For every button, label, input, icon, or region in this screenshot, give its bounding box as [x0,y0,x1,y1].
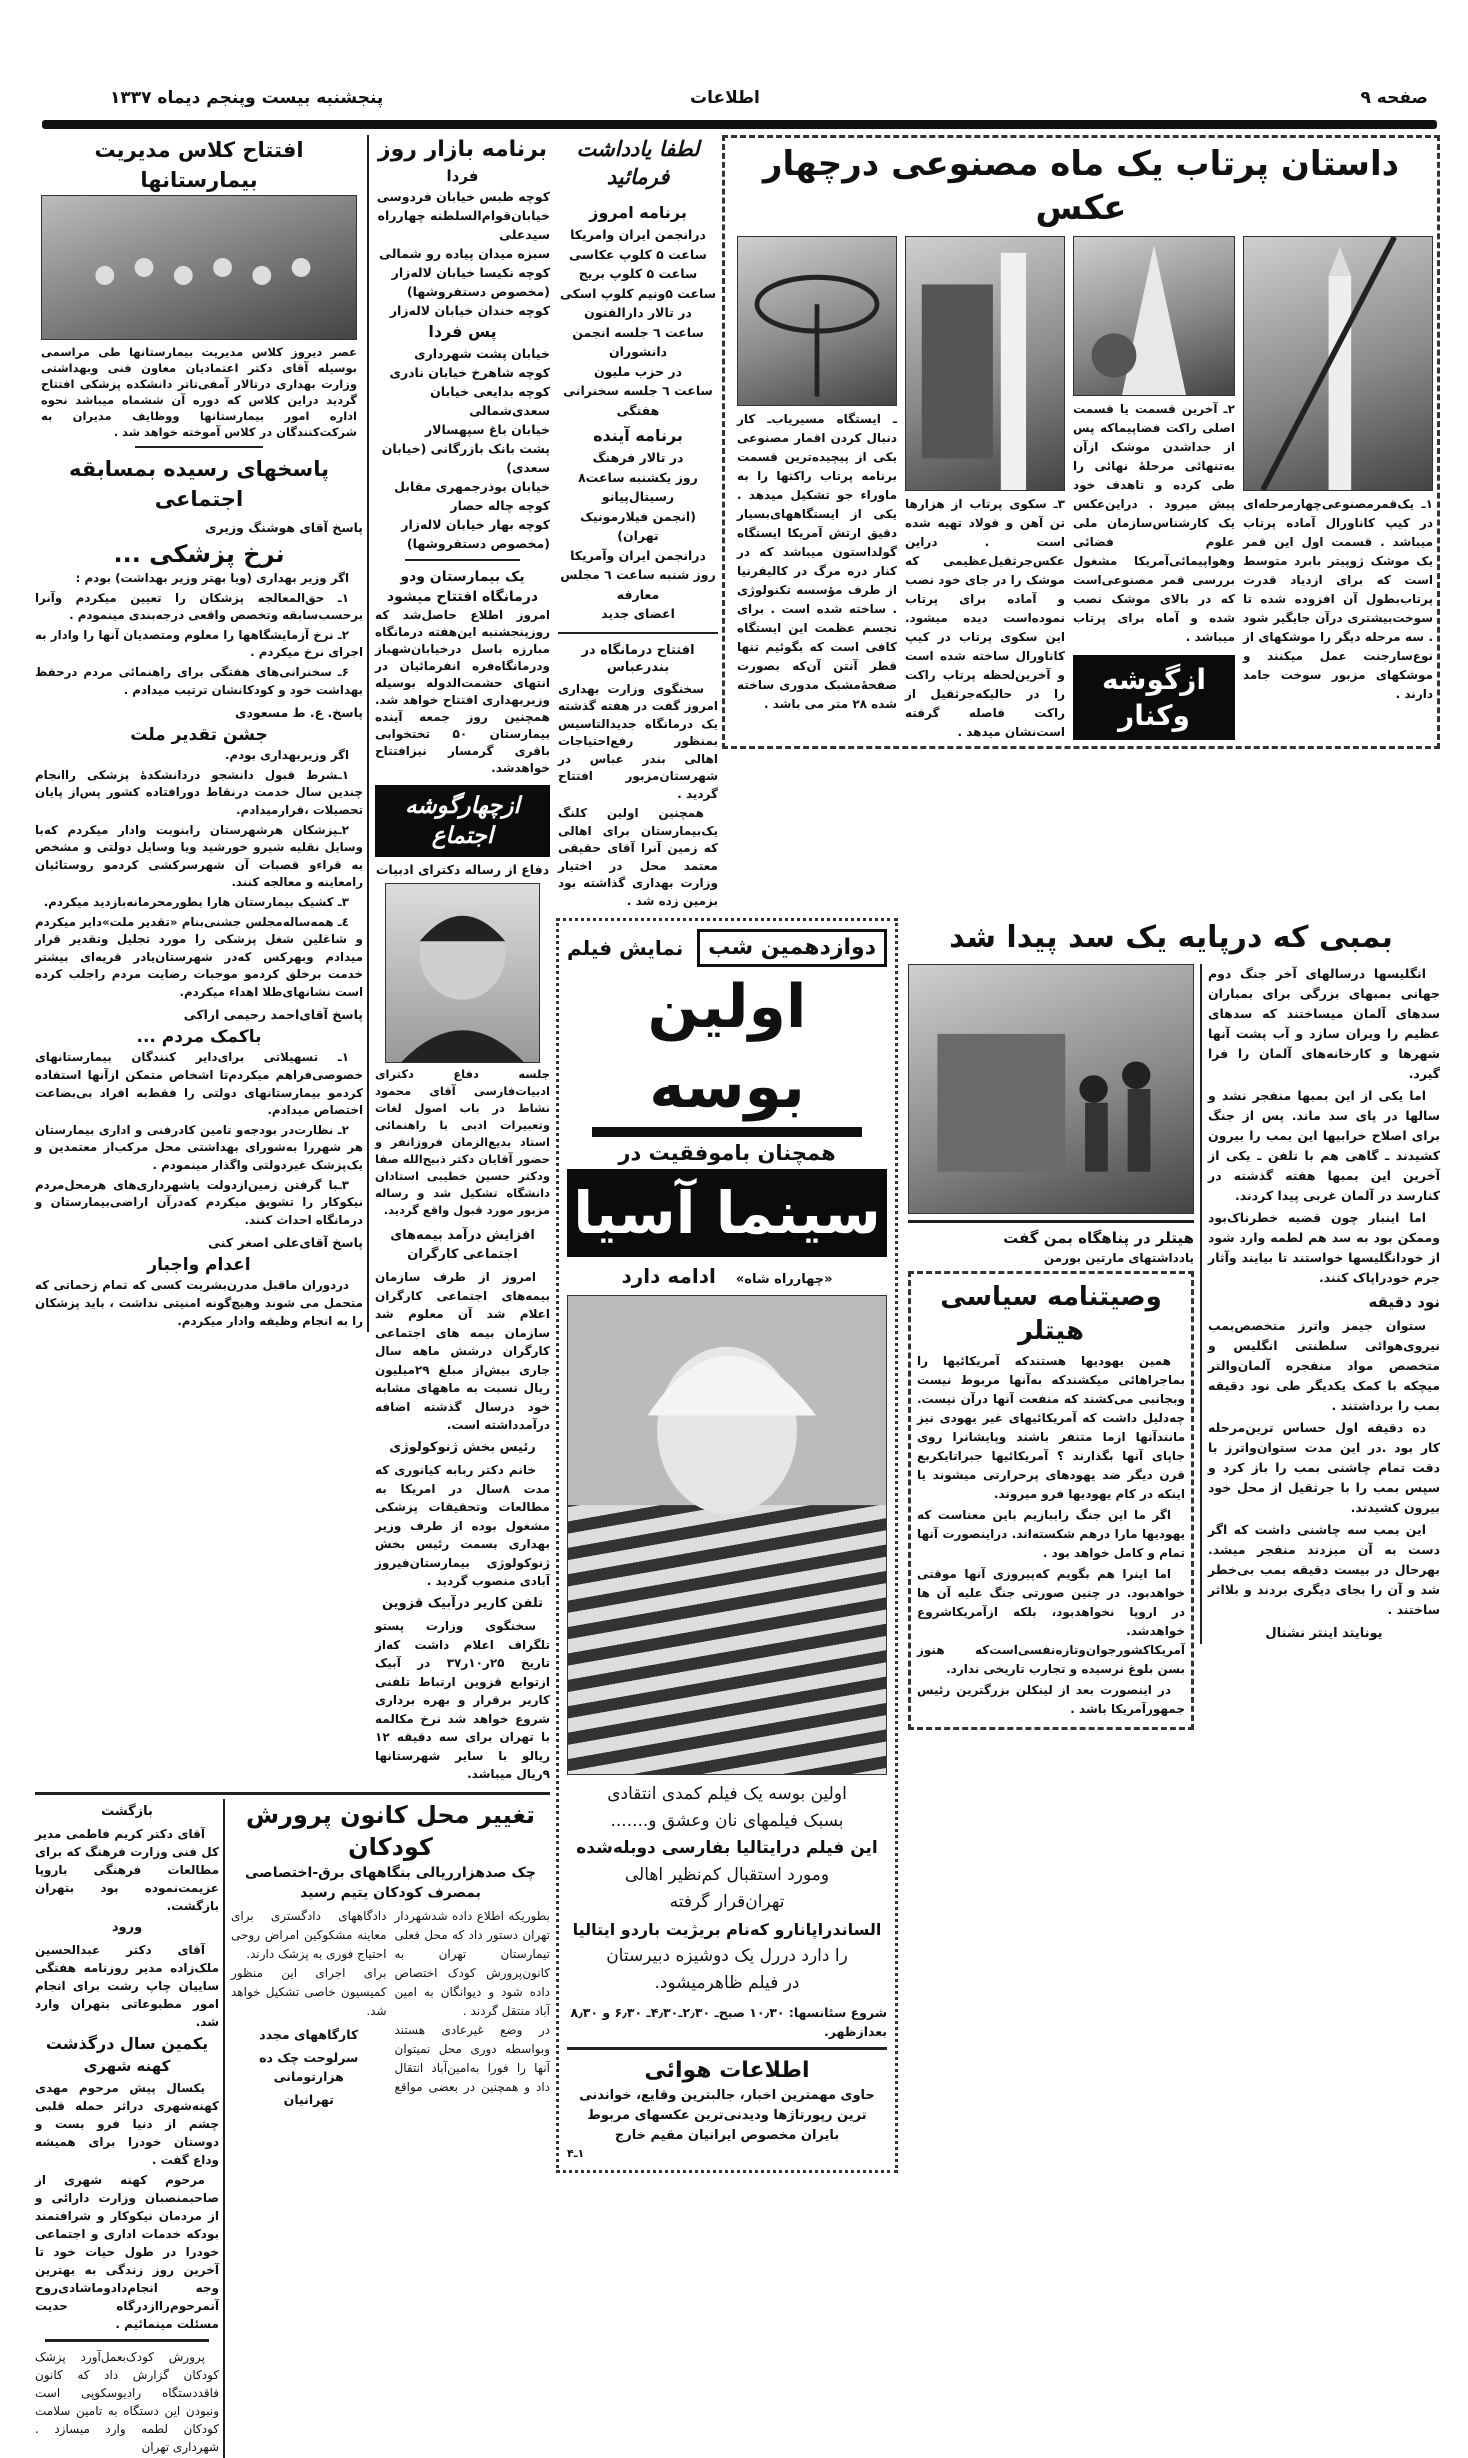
paragraph: ۲ـ نرخ آزمایشگاهها را معلوم ومتصدیان آنها را وادار به اجرای نرخ میکردم . [35,627,363,660]
hitler-byline: یادداشتهای مارتین بورمن [1043,1251,1194,1265]
bottom-right-row [556,918,1440,2173]
bazaar-location: کوچه بهار خیابان لاله‌زار [401,517,550,532]
page-body [35,135,1440,2458]
paragraph: آقای دکتر عبدالحسین ملک‌زاده مدیر روزنامه هفتگی ساییان چاپ رشت برای انجام امور مطبوعاتی بتهران وارد شد. [35,1942,219,2029]
contest-answers [35,514,363,1332]
bazaar-location: (مخصوص دستفروشها) [406,536,550,551]
top-right-row [556,135,1440,912]
bazaar-location: خیابان‌قوام‌السلطنه چهارراه سیدعلی [377,208,550,242]
paragraph: خانم دکتر ربابه کیانوری که مدت ۸سال در امریکا به مطالعات وتحقیقات پزشکی مشغول بوده از طرف وزیر بهداری بسمت رئیس بخش ژنوکولوژی بیمارستان‌فیروز آبادی منصوب گردید . [375,1463,550,1588]
kids-subhead: کارگاههای مجدد [259,2026,359,2042]
bazaar-column [375,135,550,1786]
program-line: ساعت ٦ جلسه انجمن دانشوران [572,324,704,359]
bazaar-location: کوچه طبس خیابان فردوسی [376,189,550,204]
kids-subhead: تهرانیان [283,2091,334,2107]
hitler-frame [908,1271,1194,1730]
air-edition-text: حاوی مهمترین اخبار، جالبترین وقایع، خواندنی ترین رپورتاژها ودیدنی‌ترین عکسهای مربوط بایران مخصوص ایرانیان مقیم خارج [579,2088,875,2143]
ad-line: ومورد استقبال کم‌نظیر اهالی [624,1865,830,1885]
divider [135,446,263,448]
night-count: دوازدهمین شب [697,929,887,967]
paragraph: همچنین اولین کلنگ یک‌بیمارستان برای اهالی که زمین آنرا آقای حقیقی معتمد محل در اختیار وزارت بهداری گذاشته بود بزمین زده شد . [558,806,718,908]
kids-subheadline: چک صدهزارریالی بنگاههای برق-اختصاصی بمصرف کودکان یتیم رسید [245,1864,536,1901]
program-line: ساعت ۵ کلوپ عکاسی [569,246,707,262]
page-number: صفحه ۹ [1360,88,1428,108]
left-bottom-row [35,1792,550,2458]
ad-top-row [567,929,887,967]
air-edition-title: اطلاعات هوائی [644,2058,810,2083]
notice-column [558,135,718,912]
brief-title: افزایش درآمد بیمه‌های اجتماعی کارگران [390,1228,535,1262]
program-line: روز شنبه ساعت ٦ مجلس معارفه [560,567,716,602]
program-line: اعضای جدید [601,606,675,621]
paragraph: اما اینبار چون قضیه خطرناک‌بود وممکن بود به سد هم لطمه وارد شود از خودانگلیسها خواستند تا بیایند وآثار جرم خودراپاک کنند. [1208,1210,1440,1285]
program-line: در حزب ملیون [593,363,683,379]
notice-program-list [558,197,718,624]
bomb-photo-and-hitler [908,964,1194,1730]
ad-line: این فیلم درایتالیا بفارسی دوبله‌شده [576,1838,878,1858]
masthead-rule [42,120,1437,129]
photo-bomb-removal [908,964,1194,1214]
showtimes: شروع سئانسها: ۱۰٫۳۰ صبح‌ـ ۲٫۳۰ـ۴٫۳۰ـ ۶٫۳۰ و ۸٫۳۰ بعدازظهر. [570,2005,887,2039]
satellite-item-2 [1073,236,1235,740]
bandar-abbas-item [558,632,718,913]
society-section-box: ازچهارگوشه اجتماع [375,785,550,857]
bazaar-title: برنامه بازار روز [377,137,548,162]
paragraph: در اینصورت بعد از لینکلن بزرگترین رئیس جمهورآمریکا باشد . [917,1683,1185,1716]
bazaar-location: سبزه میدان پیاده رو شمالی [379,246,550,261]
divider [405,559,520,561]
paragraph: این بمب سه چاشنی داشت که اگر دست به آن میزدند منفجر میشد. بهرحال در بیست دقیقه بمب بی‌خطر شد و آن را بجای دیگری بردند و بلااثر ساختند . [1208,1522,1440,1617]
contest-headline: پاسخهای رسیده بمسابقه اجتماعی [69,457,329,511]
bazaar-location: کوچه خندان خیابان لاله‌زار [389,303,550,318]
paragraph: اما یکی از این بمبها منفجر نشد و سالها در پای سد ماند. پس از جنگ برای اصلاح خرابیها این بمب را بیرون کشیدند ـ گاهی هم با تلفن ـ یکی از آخرین این بمبها هفته گذشته در کنارسد در آلمان غربی پیدا کردند. [1208,1088,1440,1203]
brief-title: تلفن کاریر درآبیک قزوین [381,1595,544,1611]
hospital-class-headline: افتتاح کلاس مدیریت بیمارستانها [94,138,304,192]
hospital-item-title: یک بیمارستان ودو درمانگاه افتتاح میشود [386,569,539,605]
paragraph: اگر ما این جنگ راببازیم باین معناست که یهودیها مارا درهم شکسته‌اند. دراینصورت آنها تمام و کامل خواهد بود . [917,1508,1185,1560]
program-line: برنامه امروز [589,203,687,222]
kids-story [231,1799,550,2109]
paragraph: یکسال پیش مرحوم مهدی کهنه‌شهری دراثر حمله قلبی چشم از دنیا فرو بست و دوستان خودرا برای همیشه وداع گفت . [35,2080,219,2167]
answer-title: نرخ پزشکی ... [113,540,285,568]
paragraph: بطوریکه اطلاع داده شدشهردار تهران دستور داد که محل فعلی تیمارستان تهران به کانون‌پرورش کودک اختصاص داده شود و دیوانگان به امین آباد منتقل گردند . [394,1908,550,2018]
classroom-photo [41,195,357,340]
society-body: جلسه دفاع دکترای ادبیات‌فارسی آقای محمود نشاط در باب اصول لغات وتعبیرات ادبی با راهنمائی استاد بدیع‌الزمان فروزانفر و حضور آقایان دکتر ذبیح‌الله صفا ودکتر حسین خطیبی استادان دانشگاه تشکیل شد و رساله مزبور مورد قبول واقع گردید. [375,1067,550,1217]
section-rule [908,1220,1194,1223]
paragraph: ۳ـ کشیک بیمارستان هارا بطورمحرمانه‌بازدید میکردم. [43,894,349,909]
issue-date: پنجشنبه بیست وپنجم دیماه ۱۳۳۷ [110,88,384,108]
society-subhead: دفاع از رساله دکترای ادبیات [375,862,550,877]
right-region [556,135,1440,2173]
paragraph: اگر وزیربهداری بودم. [224,748,349,763]
paragraph: آقای دکتر کریم فاطمی مدیر کل فنی وزارت فرهنگ که برای مطالعات فرهنگی باروپا عزیمت‌نموده بود بتهران بازگشت. [35,1826,219,1913]
program-line: ساعت ۵ کلوپ بریج [578,266,698,281]
bomb-story [902,918,1440,1730]
photo-tracking-antenna [737,236,897,406]
newspaper-name: اطلاعات [690,88,760,108]
cinema-location: «چهارراه شاه» [735,1272,833,1287]
cinema-name: سینما آسیا [567,1169,887,1257]
hitler-body [917,1352,1185,1719]
answer-title: باکمک مردم ... [136,1027,262,1048]
subhead-ninety-minutes: نود دقیقه [1368,1293,1440,1311]
paragraph: ده دقیقه اول حساس ترین‌مرحله کار بود .در این مدت ستوان‌واترز با دقت تمام چاشنی بمب را باز کرد و سپس بمب را با جرثقیل از محل خود بیرون کشیدند. [1208,1420,1440,1515]
ad-line: را دارد دررل یک دوشیزه دبیرستان [606,1946,848,1966]
notice-title: لطفا یادداشت فرمائید [576,137,700,189]
bomb-headline: بمبی که درپایه یک سد پیدا شد [949,920,1393,955]
ad-line: الساندراپانارو که‌نام بریژیت باردو ایتالیا [572,1920,882,1939]
program-line: ساعت ٦ جلسه سخنرانی هفتگی [563,383,713,418]
caption-3: ۳ـ سکوی پرتاب از هزارها تن آهن و فولاد تهیه شده است . دراین عکس‌جرثقیل‌عظیمی که موشک را در جای خود نصب و آماده برای پرتاب نموده‌است دیده میشود. این سکوی پرتاب در کیپ کاناورال ساخته شده است و آخرین‌لحظه پرتاب راکت را در حالیکه‌جرثقیل از راکت فاصله گرفته است‌نشان میدهد . [905,497,1065,739]
bazaar-tomorrow: فردا [446,167,479,185]
program-line: (انجمن فیلارمونیک تهران) [580,508,696,543]
caption-1: ۱ـ یک‌قمرمصنوعی‌چهارمرحله‌ای در کیپ کاناورال آماده پرتاب میباشد . قسمت اول این قمر یک موشک ژوپیتر بابرد متوسط است که برای ازدیاد قدرت پرتاب‌بطول آن افزوده شده تا سوخت‌بیشتری درآن جایگیر شود . سه مرحله دیگر را موشکهای از نوع‌سارجنت عمل میکنند و موشکهای مزبور سوخت جامد دارند . [1243,497,1433,701]
program-line: برنامه آینده [593,426,683,445]
arrival-title: ورود [111,1919,143,1935]
film-title: اولین بوسه [647,972,807,1122]
answer-author: پاسخ. ع. ط مسعودی [235,705,363,721]
bazaar-location: کوچه شاهرخ خیابان نادری [389,365,550,380]
answer-author: پاسخ آقای هوشنگ وزیری [205,520,363,535]
bazaar-location: خیابان پشت شهرداری [414,346,550,361]
divider [567,2047,887,2050]
anniversary-title: یکمین سال درگذشت [45,2033,209,2053]
bazaar-day-after: پس فردا [428,322,497,341]
cinema-ad-frame [556,918,898,2173]
paragraph: ۳ـبا گرفتن زمین‌ازدولت یاشهرداری‌های هرمحل‌مردم نیکوکار را تشویق میکردم که‌درآن اراضی‌بیمارستان و درمانگاه احداث کنند. [35,1177,363,1227]
show-label: نمایش فیلم [567,936,684,960]
satellite-item-1 [1243,236,1433,704]
paragraph: پرورش کودک‌بعمل‌آورد‌ پزشک کودکان گزارش داد که کانون فاقددستگاه رادیوسکوپی است ونبودن این دستگاه به تامین سلامت کودکان لطمه وارد میسازد . شهرداری تهران [35,2349,219,2454]
paragraph: مرحوم کهنه شهری از صاحبمنصبان وزارت دارائی و از مردمان نیکوکار و شرافتمند بودکه خدمات اداری و اجتماعی خودرا در طول حیات خود تا آخرین روز زندگی به بهترین وجه انجام‌دادوما‌شادی‌روح آنمرحوم‌رااز‌درگاه حدیت مسئلت مینمائیم . [35,2172,219,2331]
paragraph: برای اجرای این منظور کمیسیون خاصی تشکیل خواهد شد. [231,1965,387,2018]
answer-title: جشن تقدیر ملت [130,725,268,746]
corner-section-box: ازگوشه وکنار [1073,655,1235,740]
paragraph: اگر وزیر بهداری (ویا بهتر وزیر بهداشت) بودم : [75,571,349,585]
ad-code: ۱ـ۴ [567,2147,585,2160]
continues-label: ادامه دارد [621,1264,716,1288]
divider [45,2339,209,2342]
people-column [35,1799,225,2458]
bazaar-list [375,187,550,553]
ad-location-row [567,1261,887,1291]
bazaar-location: خیابان باغ سپهسالار [424,422,550,437]
still-showing: همچنان باموفقیت در [618,1141,836,1165]
paragraph: ۱ـ حق‌المعالجه پزشکان را تعیین میکردم وآنرا برحسب‌سابقه وتخصص واقعی درجه‌بندی مینمودم . [35,590,363,623]
photo-rocket-nosecone [1073,236,1235,396]
bomb-row [902,964,1440,1730]
anniversary-sub: کهنه شهری [83,2056,171,2075]
caption-4: ـ ایستگاه مسیریاب‌ـ کار دنبال کردن اقمار مصنوعی یکی از پیچیده‌ترین قسمت برنامه پرتاب راکتها را به ماوراء جو تشکیل میدهد . یکی از ایستگاههای‌بسیار دقیق ارتش آمریکا ایستگاه گولداستون میباشد که در کنار دره مرگ در کالیفرنیا از طرف مؤسسه تکنولوژی . ساخته شده است . برای تجسم عظمت این ایستگاه کافی است که بگوئیم تنها قطر آنتن آن‌که بصورت صفحهٔ‌مشبک مدوری ساخته شده ۲۸ متر می باشد . [737,412,897,711]
kids-headline: تغییر محل کانون پرورش کودکان [245,1800,536,1861]
hospital-item-body: امروز اطلاع حاصل‌شد که روزپنجشنبه این‌هفته درمانگاه مبارزه باسل درخیابان‌شهباز ودرمانگاه‌فره انفرمائیان در انتهای حشمت‌الدوله بوسیله وزیربهداری افتتاح خواهد شد. همچنین روز جمعه آینده بیمارستان ۵۰ تختخوابی باقری گرمسار نیزافتتاح خواهدشد. [375,608,550,775]
paragraph: سخنگوی وزارت پستو تلگراف اعلام داشت که‌از تاریخ ۲۵ر۱۰ر۳۷ در آبیک ازتوابع قزوین ارتباط تلفنی کاریر برقرار و بهره برداری شروع خواهد شد نرخ مکالمه با تهران برای سه دقیقه ۱۲ ریالو با سایر شهرستانها ۹ریال میباشد. [375,1619,550,1781]
brief-title: رئیس بخش ژنوکولوژی [389,1439,536,1455]
bomb-signoff: یونایتد اینتر نشنال [1265,1626,1383,1641]
portrait-photo [385,883,540,1063]
photo-launch-platform [905,236,1065,491]
paragraph: ستوان جیمز واترز متخصص‌بمب نیروی‌هوائی سلطنتی انگلیس و متخصص مواد منفجره آلمان‌والتر میچکه با کمک یکدیگر طی نود دقیقه بمب را برداشتند . [1208,1318,1440,1413]
col2-briefs [375,1223,550,1786]
answer-title: اعدام واجبار [147,1255,251,1276]
bandar-abbas-title: افتتاح درمانگاه در بندرعباس [581,642,695,675]
bazaar-location: (مخصوص دستفروشها) [406,284,550,299]
program-line: ساعت ۵ونیم کلوپ اسکی [559,285,717,301]
hitler-kicker: هیتلر در پناهگاه بمن گفت [1003,1229,1194,1247]
satellite-photo-row [729,236,1433,742]
photo-rocket-crane [1243,236,1433,491]
bazaar-location: کوچه نکیسا خیابان لاله‌زار [391,265,550,280]
satellite-story-frame [722,135,1440,749]
paragraph: انگلیسها درسالهای آخر جنگ دوم جهانی بمبهای بزرگی برای بمباران سدهای آلمان میساختند که سدهای عظیم را ویران سازد و آب پشت آنها شهرها و کارخانه‌های آلمان را فرا گیرد. [1208,966,1440,1081]
left-top-row [35,135,550,1786]
kids-body [231,1907,550,2109]
ad-line: اولین بوسه یک فیلم کمدی انتقادی [607,1784,847,1804]
program-line: در تالار دارالفنون [584,305,692,320]
paragraph: همین یهودیها هستندکه آمریکائیها را بماجراهائی میکشندکه به‌آنها مربوط نیست وبجانبی می‌کشند که منفعت آنها درآن نیست. چه‌دلیل داشت که آمریکائیهای غیر یهودی نیز مانندآنها ازما متنفر باشند وپایشانرا روی جاپای آنها بگذارند ؟ آمریکائیها جبراتایکربع قرن دیگر ضد یهودهای پرحرارتی میشوند یا اینکه در کام یهودیها فرو میروند. [917,1354,1185,1501]
paragraph: در وضع غیرعادی هستند وبواسطه دوری محل نمیتوان آنها را فورا به‌امین‌آباد انتقال داد و همچنین در بعضی مواقع دادگاههای دادگستری برای معاینه مشکوکین امراض روحی احتیاج فوری به پزشک دارند. [231,1908,550,2094]
bazaar-location: پشت بانک بازرگانی (خیابان سعدی) [381,441,550,475]
bazaar-location: کوچه بدایعی خیابان سعدی‌شمالی [430,384,550,418]
paragraph: اما اینرا هم بگویم که‌پیروزی آنها موقتی خواهدبود. در چنین صورتی جنگ علیه آن ها در اروپا نخواهدبود، بلکه ازآمریکاشروع خواهدشد. آمریکاکشورجوان‌وتازه‌نفسی‌است‌که هنوز بسن بلوغ نرسیده و تجارب تاریخی ندارد. [917,1567,1185,1676]
paragraph: ٤ـ همه‌ساله‌مجلس جشنی‌بنام «تقدیر ملت»دایر میکردم و شاغلین شغل پزشکی را مورد تجلیل وتقدیر قرار میدادم وبهرکس که‌در شهرستان‌یادر قریه‌ای بیشتر خدمت برخلق کردمو موجبات رضایت مردم راجلب کرده است نشانهای‌طلا اهداء میکردم. [35,914,363,999]
bomb-body [1200,964,1440,1644]
ad-line: در فیلم ظاهرمیشود. [654,1973,800,1993]
classroom-caption: عصر دیروز کلاس مدیریت بیمارستانها طی مراسمی بوسیله آقای دکتر اعتمادیان معاون فنی وبهداشتی وزارت بهداری درتالار آمفی‌تاتر دانشکده پزشکی افتتاح گردید دراین کلاس که دوره آن ششماه میباشد نحوه اداره امور بیمارستانها ووظایف مدیران به شرکت‌کنندگان در کلاس آموخته خواهد شد . [41,345,357,439]
ad-line: بسبک فیلمهای نان وعشق و....... [610,1811,844,1831]
paragraph: ۱ـ تسهیلاتی برای‌دایر کنندگان بیمارستانهای خصوصی‌فراهم میکردم‌تا اشخاص متمکن ازآنها استفاده کردمو بیمارستانهای دولتی را فقط‌به افراد بی‌بضاعت اختصاص میدادم. [35,1050,363,1118]
left-region [35,135,550,2458]
answer-author: پاسخ آقای‌علی اصغر کنی [208,1235,363,1251]
divider [592,1127,862,1137]
film-description [567,1781,887,1997]
paragraph: دردوران ماقبل مدرن‌بشریت کسی که تمام زحماتی که متحمل می شوند وهیچ‌گونه امنیتی نداشت ، باید پزشکان را به انجام وظیفه وادار میکردم. [35,1278,363,1328]
return-title: بازگشت [101,1803,153,1819]
program-line: درانجمن ایران وامریکا [570,227,706,242]
paragraph: ۲ـ نظارت‌در بودجه‌و تامین کادرفنی و اداری بیمارستان هر شهررا به‌شورای بهداشتی محل مرکب‌از معتمدین و یک‌پزشک غیردولتی واگذار مینمودم . [35,1122,363,1173]
left-column [35,135,369,1332]
program-line: درانجمن ایران وآمریکا [570,547,706,563]
actress-photo [567,1295,887,1775]
paragraph: ۲ـپزشکان هرشهرستان رابنوبت وادار میکردم که‌با وسایل نقلیه شیرو خورشید ویا وسایل دولتی و مشخص به قراءو قصبات آن شهرسرکشی کردمو روستائیان رامعاینه و معالجه کنند. [35,822,363,890]
ad-line: تهران‌قرار گرفته [669,1892,785,1912]
hitler-headline: وصیتنامه سیاسی هیتلر [940,1282,1162,1346]
paragraph: سخنگوی وزارت بهداری امروز گفت در هفته گذشته یک درمانگاه جدیدالتاسیس بمنظور رفع‌احتیاجات اهالی بندر عباس در شهرستان‌مزبور افتتاح گردید . [558,681,718,801]
answer-author: پاسخ آقای‌احمد رحیمی اراکی [183,1007,363,1023]
satellite-headline: داستان پرتاب یک ماه مصنوعی درچهار عکس [762,144,1400,228]
paragraph: ۶ـ سخنرانی‌های هفتگی برای راهنمائی مردم درحفظ بهداشت خود و کودکانشان ترتیب میدادم . [35,664,363,697]
program-line: در تالار فرهنگ [592,450,684,465]
kids-subhead: سرلوحت چک ده هزارتومانی [259,2049,359,2084]
satellite-item-3 [905,236,1065,742]
satellite-item-4 [737,236,897,714]
bazaar-location: خیابان بوذرجمهری مقابل کوچه چاله حصار [394,479,550,513]
paragraph: امروز از طرف سازمان بیمه‌های اجتماعی کارگران اعلام شد آن معلوم شد سازمان بیمه های اجتماعی کارگران درشش ماهه سال جاری بیش‌از مبلغ ۲۹میلیون ریال نسبت به ماههای مشابه خود درسال گذشته اضافه درآمدداشته است. [375,1270,550,1432]
paragraph: ۱ـشرط قبول دانشجو دردانشکدهٔ پزشکی راانجام چندین سال خدمت درنقاط دورافتاده کشور پس‌از پایان تحصیلات ،قرارمیدادم. [35,767,363,817]
caption-2: ۲ـ آخرین قسمت یا قسمت اصلی راکت فضاپیماکه پس از جداشدن موشک ازآن به‌تنهائی مرحلهٔ نهائی را طی کرده و تاهدف خود پیش میرود . دراین‌عکس یک کارشناس‌سازمان ملی علوم فضائی وهواپیمائی‌آمریکا مشغول بررسی قمر مصنوعی‌است که در بالای موشک نصب شده و آماه برای پرتاب میباشد . [1073,402,1235,644]
program-line: روز یکشنبه ساعت۸ رسیتال‌پیانو [578,469,698,504]
